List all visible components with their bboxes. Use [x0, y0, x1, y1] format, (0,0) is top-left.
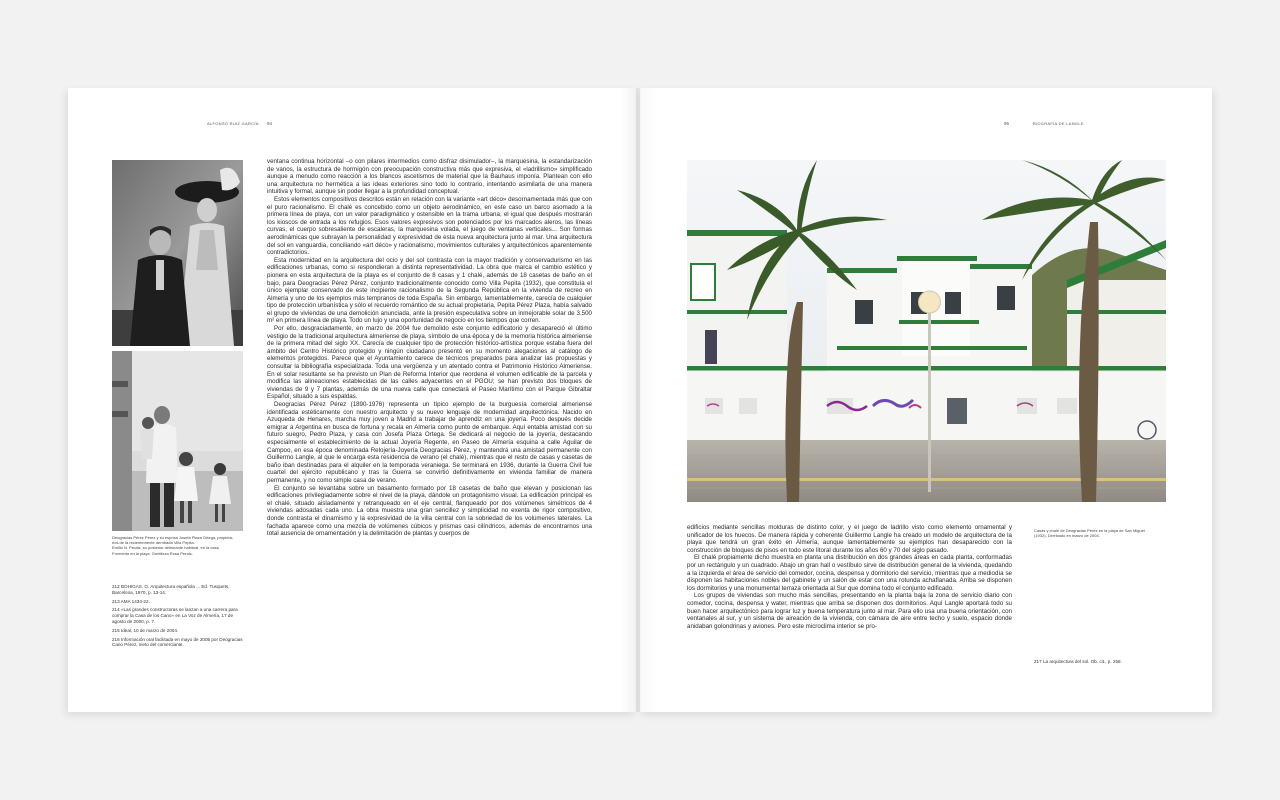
body-paragraph: ventana continua horizontal –o con pilares intermedios como disfraz disimulador–, la marquesina, la estandarización de vanos, la estructura de hormigón con preocupación constructiva más que expresiva, el «ladrillismo» simplificado aunque a menudo como reacción a los blancos ascetismos de material que la Bauhaus imponía. Plantean con ello una arquitectura no hermética a las ideas exteriores sino todo lo contrario, intentando asimilarla de una manera intuitiva y formal, aunque sin poder llegar a la profundidad conceptual. — [267, 158, 592, 196]
running-head-right: BIOGRAFÍA DE LANGLE — [1033, 121, 1084, 126]
photo-caption-left — [112, 535, 247, 556]
page-number-right: 95 — [1004, 121, 1010, 126]
caption-line: rios de la recientemente derribada Villa Pepita. — [112, 540, 195, 546]
caption-line: Formenta en la playa. Gentileza Rosa Perals. — [112, 550, 193, 556]
body-paragraph: El chalé propiamente dicho muestra en planta una distribución en dos grandes áreas en cada planta, conformadas por un rectángulo y un cuadrado. Abajo un gran hall o vestíbulo sirve de distribución general de la vivienda, quedando a la izquierda el área de servicio del comedor, cocina, despensa y dormitorio del servicio, mientras que a mediodía se disponen las habitaciones nobles del gabinete y un salón de estar con una rotunda achaflanada. Arriba se disponen los dormitorios y una monumental terraza orientada al Sur que domina todo el conjunto edificado. — [687, 554, 1012, 592]
body-text-right — [687, 524, 1012, 672]
portrait-photo-couple — [112, 160, 243, 346]
caption-line: (1932). Derribado en marzo de 2004. — [1034, 533, 1100, 539]
caption-line: Casas y chalé de Deogracias Pérez en la playa de San Miguel — [1034, 528, 1145, 533]
footnote: 214 «Las grandes constructoras se lanzan a una carrera para comprar la Casa de los Cano» en La Voz de Almería, 17 de agosto de 2000, p. 7. — [112, 607, 238, 624]
family-beach-image — [112, 351, 243, 531]
footnote: 216 Información oral facilitada en mayo de 2005 por Deogracias Cano Pérez, nieto del comerciante. — [112, 636, 243, 648]
caption-line: Emilio N. Perals, su posterior delineante habitual, en la casa — [112, 545, 219, 551]
right-page — [640, 88, 1212, 712]
villa-photo — [687, 160, 1166, 502]
page-number-left: 94 — [267, 121, 273, 126]
footnote-right — [1034, 659, 1174, 668]
footnote: 212 BOHIGAS, O. Arquitectura española ... Ed. Tusquets, Barcelona, 1970, p. 13-14. — [112, 584, 230, 595]
family-beach-photo — [112, 351, 243, 531]
footnote: 215 Ideal, 10 de marzo de 2004. — [112, 627, 179, 633]
footnote: 213 AMA 1434-22. — [112, 598, 150, 604]
photo-caption-right — [1034, 528, 1164, 538]
footnote: 217 La arquitectura del sol. Ob. cit., p. 258. — [1034, 659, 1122, 664]
portrait-couple-image — [112, 160, 243, 346]
body-paragraph: Los grupos de viviendas son mucho más sencillas, presentando en la planta baja la zona de servicio diario con comedor, cocina, despensa y water, mientras que arriba se disponen dos dormitorios. Aquí Langle aportará todo su buen hacer arquitectónico para lograr luz y buena temperatura junto al mar. Para ello usa una buena orientación, con ventanales al sur, y un sistema de aireación de la vivienda, con cámara de aire entre techo y suelo, espacio donde anidaban golondrinas y aviones. Pero este microclima interior se pro- — [687, 592, 1012, 630]
left-page — [68, 88, 636, 712]
villa-pepita-image — [687, 160, 1166, 502]
running-head-left: ALFONSO RUIZ GARCÍA — [207, 121, 259, 126]
body-text-left — [267, 158, 592, 670]
caption-line: Deogracias Pérez Pérez y su esposa Josefa Plaza Ortega, propieta- — [112, 535, 234, 540]
body-paragraph: Por ello, desgraciadamente, en marzo de 2004 fue demolido este conjunto edificatorio y desapareció el último vestigio de la tradicional arquitectura almeriense de playa, símbolo de una época y de la memoria histórica almeriense de la primera mitad del siglo XX. Carecía de cualquier tipo de protección histórico-artística porque estaba fuera del ámbito del Centro Histórico protegido y ningún ciudadano presentó en su momento alegaciones al catálogo de elementos protegidos. Parece que el Ayuntamiento carece de técnicos preparados para analizar las propuestas y consultar la bibliografía especializada. Toda una vergüenza y un atentado contra el Patrimonio Histórico Almeriense. En el solar resultante se ha previsto un Plan de Reforma Interior que reordena el volumen edificable de la parcela y modifica las alineaciones establecidas de las calles adyacentes en el PGOU; se han previsto dos bloques de viviendas de 9 y 7 plantas, además de una nueva calle que conectará el Paseo Marítimo con el Parque Gibraltar Español, situado a sus espaldas. — [267, 325, 592, 401]
body-paragraph: edificios mediante sencillas molduras de distinto color, y el juego de ladrillo visto como elemento ornamental y unificador de los huecos. De manera rápida y coherente Guillermo Langle ha creado un modelo de arquitectura de la playa que tendrá un gran éxito en Almería, aunque lamentablemente su ejemplos han desaparecido con la construcción de bloques de pisos en todo este litoral durante los años 60 y 70 del siglo pasado. — [687, 524, 1012, 554]
body-paragraph: Esta modernidad en la arquitectura del ocio y del sol contrasta con la mayor tradición y conservadurismo en las edificaciones urbanas, como si respondieran a distinta representatividad. La obra que marca el cambio estético y pionera en esta arquitectura de la playa es el conjunto de 8 casas y 1 chalé, además de 18 casetas de baño en el bajo, para Deogracias Pérez Pérez, conjunto tradicionalmente conocido como Villa Pepita (1932), que constituía el único ejemplar conservado de este incipiente racionalismo de la Segunda República en la vivienda de recreo en Almería y uno de los ejemplos más tempranos de toda España. Sin embargo, lamentablemente, carecía de cualquier tipo de protección urbanística y sólo el recuerdo romántico de su actual propietaria, Pepita Pérez Plaza, había salvado el grupo de viviendas de una demolición anunciada, ante la presión especulativa sobre un inmejorable solar de 3.500 m² en primera línea de playa. Todo un lujo y una oportunidad de negocio en los tiempos que corren. — [267, 256, 592, 325]
body-paragraph: Deogracias Pérez Pérez (1890-1976) representa un típico ejemplo de la burguesía comercial almeriense identificada estéticamente con nuestro arquitecto y su nuevo lenguaje de modernidad arquitectónica. Nacido en Azuqueda de Henares, marcha muy joven a Madrid a trabajar de aprendiz en una joyería. Poco después decide emigrar a Argentina en busca de fortuna y recala en Almería como punto de embarque. Aquí entabla amistad con su futuro suegro, Pedro Plaza, y casa con Josefa Plaza Ortega. Se dedicará al negocio de la joyería, destacando especialmente el establecimiento de la actual Joyería Regente, en Paseo de Almería esquina a calle Aguilar de Campoo, en esa época denominada Relojería-Joyería Deogracias Pérez, y mantendrá una amistad permanente con Guillermo Langle, al que le encarga esta residencia de verano (el chalé), mientras que el resto de casas y casetas de baño iban destinadas para el alquiler en la temporada veraniega. Se terminará en 1936, durante la Guerra Civil fue cuartel del ejército republicano y tras la Guerra se convirtió definitivamente en vivienda familiar de manera permanente, y no como simple casa de verano. — [267, 401, 592, 484]
footnotes-left — [112, 584, 244, 651]
body-paragraph: El conjunto se levantaba sobre un basamento formado por 18 casetas de baño que elevan y posicionan las edificaciones privilegiadamente sobre el nivel de la playa, dándole un protagonismo visual. La edificación principal es el chalé, situado aisladamente y retranqueado en el eje central, flanqueado por dos volúmenes simétricos de 4 viviendas adosadas cada uno. La obra muestra una gran sencillez y simplicidad no exenta de rigor compositivo, donde contrasta el dinamismo y la expresividad de la villa central con la sobriedad de los volúmenes laterales. La fachada aparece como una mezcla de volúmenes cúbicos y prismas casi cilíndricos, además de encontrarnos una total ausencia de ornamentación y la delimitación de plantas y cuerpos de — [267, 484, 592, 538]
body-paragraph: Estos elementos compositivos descritos están en relación con la variante «art déco» desornamentada más que con el puro racionalismo. El chalé es concebido como un objeto aerodinámico, en este caso un barco asomado a la primera línea de playa, con un valor paradigmático y ostensible en la trama urbana, el igual que después mostrarán los kioscos de entrada a los refugios. Esos valores expresivos son potenciados por los marcados aleros, las líneas curvas, el cuerpo sobresaliente de escaleras, la marquesina volada, el juego de ventanas verticales... Son formas aerodinámicas que subrayan la personalidad y expresividad de esta nueva arquitectura junto al mar. Una arquitectura del sol en vanguardia, conciliando «art déco» y racionalismo, movimientos culturales y arquitectónicos aparentemente contradictorios. — [267, 195, 592, 257]
